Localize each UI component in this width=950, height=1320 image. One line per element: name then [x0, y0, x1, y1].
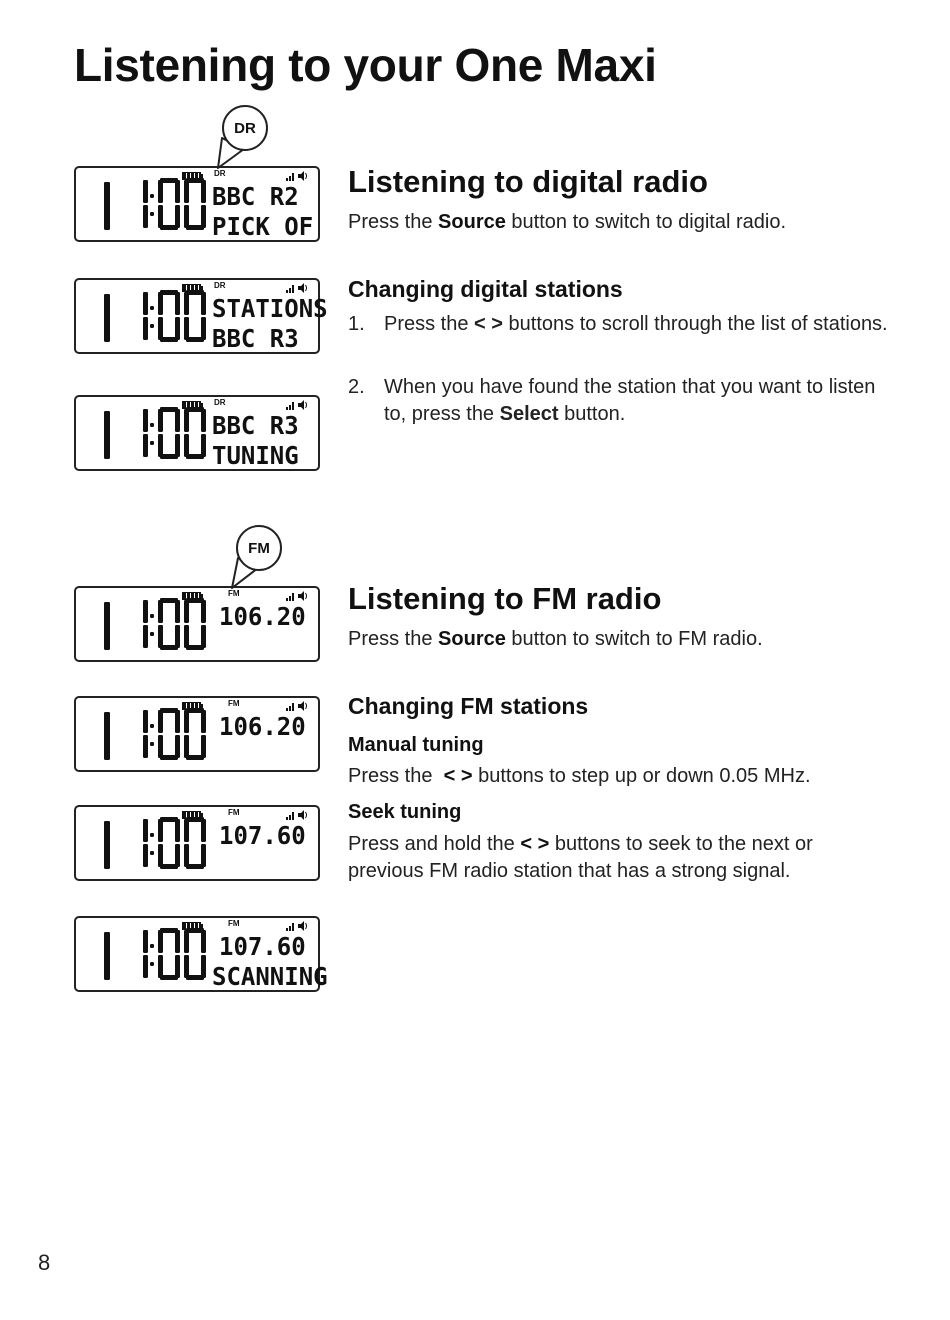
mode-indicator: DR — [214, 169, 226, 178]
signal-speaker-icon — [286, 701, 308, 711]
clock-digits — [96, 928, 208, 988]
display-line-1: 107.60 — [219, 821, 306, 851]
mode-indicator: DR — [214, 281, 226, 290]
signal-speaker-icon — [286, 400, 308, 410]
lcd-display — [74, 696, 320, 772]
manual-tuning-text: Press the < > buttons to step up or down 0.05 MHz. — [348, 765, 811, 787]
digital-radio-heading: Listening to digital radio — [348, 164, 708, 199]
display-line-1: BBC R2 — [212, 182, 299, 212]
clock-digits — [96, 290, 208, 350]
digital-radio-intro: Press the Source button to switch to digital radio. — [348, 211, 787, 233]
changing-fm-stations-heading: Changing FM stations — [348, 693, 589, 719]
lcd-display — [74, 166, 320, 242]
fm-callout-bubble: FM — [236, 525, 282, 571]
clock-digits — [96, 817, 208, 877]
digital-step-1: 1. Press the < > buttons to scroll through the list of stations. — [348, 313, 888, 335]
lcd-display — [74, 278, 328, 354]
display-line-1: 107.60 — [219, 932, 306, 962]
fm-radio-intro: Press the Source button to switch to FM radio. — [348, 628, 763, 650]
signal-speaker-icon — [286, 283, 308, 293]
clock-digits — [96, 178, 208, 238]
signal-speaker-icon — [286, 171, 308, 181]
mode-indicator: FM — [228, 919, 240, 928]
digital-step-2: 2. When you have found the station that you want to listen to, press the Select button. — [348, 376, 876, 425]
dr-callout-bubble: DR — [222, 105, 268, 151]
mode-indicator: FM — [228, 699, 240, 708]
display-line-2: TUNING — [212, 441, 299, 471]
signal-speaker-icon — [286, 810, 308, 820]
display-line-1: 106.20 — [219, 602, 306, 632]
fm-radio-heading: Listening to FM radio — [348, 581, 662, 616]
display-line-1: 106.20 — [219, 712, 306, 742]
changing-digital-stations-heading: Changing digital stations — [348, 276, 623, 302]
page-title: Listening to your One Maxi — [74, 39, 657, 91]
signal-speaker-icon — [286, 921, 308, 931]
clock-digits — [96, 407, 208, 467]
clock-digits — [96, 708, 208, 768]
clock-digits — [96, 598, 208, 658]
lcd-display — [74, 805, 320, 881]
seek-tuning-heading: Seek tuning — [348, 801, 462, 823]
mode-indicator: DR — [214, 398, 226, 407]
display-line-2: SCANNING — [212, 962, 328, 992]
display-line-2: PICK OF — [212, 212, 314, 242]
display-line-2: BBC R3 — [212, 324, 299, 354]
signal-speaker-icon — [286, 591, 308, 601]
page-number: 8 — [38, 1250, 51, 1275]
mode-indicator: FM — [228, 808, 240, 817]
display-line-1: BBC R3 — [212, 411, 299, 441]
mode-indicator: FM — [228, 589, 240, 598]
lcd-display — [74, 586, 320, 662]
manual-tuning-heading: Manual tuning — [348, 734, 484, 756]
display-line-1: STATIONS — [212, 294, 328, 324]
lcd-display — [74, 916, 328, 992]
lcd-display — [74, 395, 320, 471]
seek-tuning-text: Press and hold the < > buttons to seek to the next or previous FM radio station that has a strong signal. — [348, 833, 813, 882]
